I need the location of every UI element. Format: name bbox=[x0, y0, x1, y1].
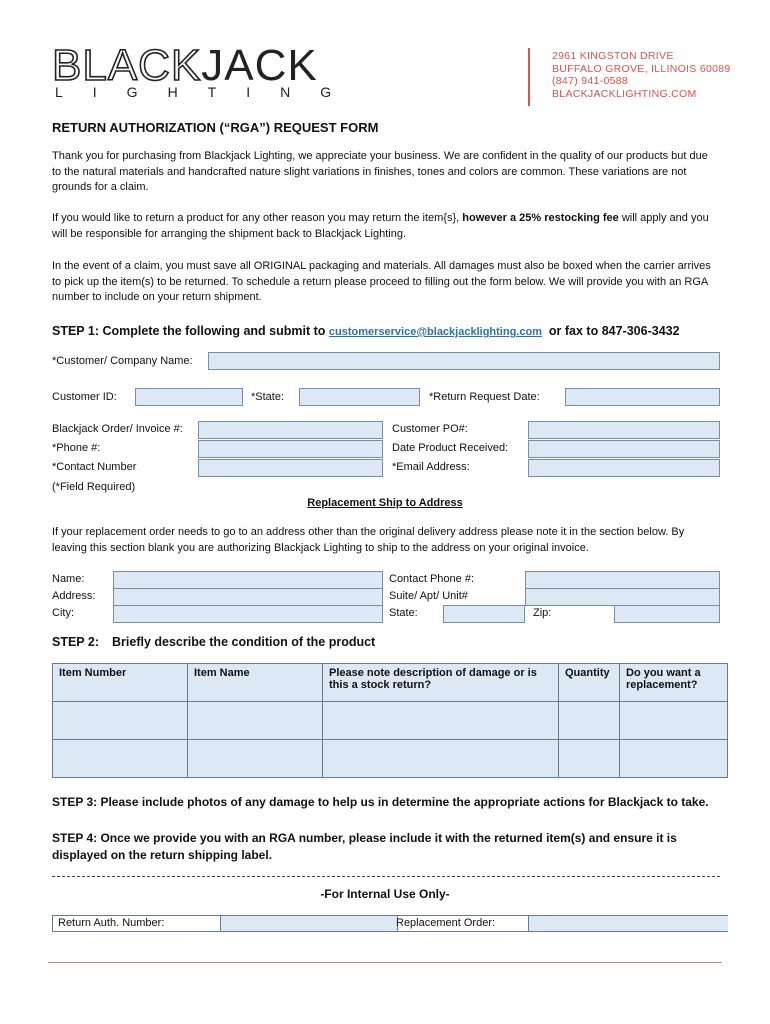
quantity-cell[interactable] bbox=[559, 702, 620, 740]
email-field[interactable] bbox=[528, 459, 720, 477]
form-title: RETURN AUTHORIZATION (“RGA”) REQUEST FORM bbox=[52, 120, 379, 135]
zip-label: Zip: bbox=[533, 607, 552, 619]
replacement-cell[interactable] bbox=[620, 702, 728, 740]
item-number-cell[interactable] bbox=[53, 702, 188, 740]
customer-id-label: Customer ID: bbox=[52, 391, 117, 403]
customer-service-email-link[interactable]: customerservice@blackjacklighting.com bbox=[328, 326, 542, 338]
restocking-text-2: will apply and you will be responsible for arranging the shipment back to Blackjack Lighting. bbox=[52, 212, 709, 240]
contact-phone-label: Contact Phone #: bbox=[389, 573, 475, 585]
address-street: 2961 KINGSTON DRIVE bbox=[552, 50, 674, 62]
cut-line bbox=[52, 876, 720, 877]
phone-label: *Phone #: bbox=[52, 442, 101, 454]
ship-state-field[interactable] bbox=[443, 605, 525, 623]
suite-label: Suite/ Apt/ Unit# bbox=[389, 590, 468, 602]
replacement-heading: Replacement Ship to Address bbox=[307, 497, 463, 509]
replacement-order-label: Replacement Order: bbox=[396, 917, 496, 929]
company-logo bbox=[52, 41, 318, 90]
internal-use-box bbox=[52, 915, 728, 932]
suite-field[interactable] bbox=[525, 588, 720, 606]
step2-label: STEP 2: bbox=[52, 635, 100, 649]
step1-fax: or fax to 847-306-3432 bbox=[548, 324, 680, 338]
customer-id-field[interactable] bbox=[135, 388, 243, 406]
header-divider bbox=[528, 48, 530, 106]
contact-number-label: *Contact Number bbox=[52, 461, 137, 473]
address-city: BUFFALO GROVE, ILLINOIS 60089 bbox=[552, 62, 731, 75]
contact-phone-field[interactable] bbox=[525, 571, 720, 589]
order-invoice-field[interactable] bbox=[198, 421, 383, 439]
restocking-fee-text: however a 25% restocking fee bbox=[462, 212, 619, 224]
company-name-label: *Customer/ Company Name: bbox=[52, 355, 193, 367]
header-quantity: Quantity bbox=[559, 664, 620, 702]
order-invoice-label: Blackjack Order/ Invoice #: bbox=[52, 423, 183, 435]
footer-rule bbox=[48, 962, 722, 963]
header-item-number: Item Number bbox=[53, 664, 188, 702]
item-name-cell[interactable] bbox=[188, 740, 323, 778]
ship-name-field[interactable] bbox=[113, 571, 383, 589]
item-name-cell[interactable] bbox=[188, 702, 323, 740]
restocking-text-1: If you would like to return a product for any other reason you may return the item{s}, bbox=[52, 212, 463, 224]
rga-number-field[interactable] bbox=[220, 916, 398, 931]
date-received-field[interactable] bbox=[528, 440, 720, 458]
ship-address-label: Address: bbox=[52, 590, 96, 602]
header-replacement: Do you want a replacement? bbox=[620, 664, 728, 702]
header-item-name: Item Name bbox=[188, 664, 323, 702]
item-number-cell[interactable] bbox=[53, 740, 188, 778]
company-address bbox=[552, 50, 731, 100]
items-table bbox=[52, 663, 728, 778]
damage-description-cell[interactable] bbox=[323, 702, 559, 740]
zip-field[interactable] bbox=[614, 605, 720, 623]
ship-name-label: Name: bbox=[52, 573, 85, 585]
company-name-field[interactable] bbox=[208, 352, 720, 370]
ship-state-label: State: bbox=[389, 607, 418, 619]
table-row bbox=[53, 740, 728, 778]
return-date-field[interactable] bbox=[565, 388, 720, 406]
step4-text: STEP 4: Once we provide you with an RGA number, please include it with the returned item(s) and ensure it is displayed on the return shipping label. bbox=[52, 831, 677, 862]
step3-text: STEP 3: Please include photos of any damage to help us in determine the appropriate actions for Blackjack to take. bbox=[52, 795, 709, 809]
replacement-note: If your replacement order needs to go to an address other than the original delivery address please note it in the section below. By leaving this section blank you are authorizing Blackjack Lighting to ship to the address on your original invoice. bbox=[52, 526, 685, 554]
ship-address-field[interactable] bbox=[113, 588, 383, 606]
rga-number-label: Return Auth. Number: bbox=[58, 917, 165, 929]
claim-paragraph: In the event of a claim, you must save all ORIGINAL packaging and materials. All damages must also be boxed when the carrier arrives to pick up the item(s) to be returned. To schedule a return please proceed to filling out the form below. We will provide you with an RGA number to include on your return shipment. bbox=[52, 260, 711, 303]
restocking-paragraph bbox=[52, 211, 712, 242]
replacement-order-field[interactable] bbox=[528, 916, 728, 931]
quantity-cell[interactable] bbox=[559, 740, 620, 778]
intro-paragraph: Thank you for purchasing from Blackjack Lighting, we appreciate your business. We are confident in the quality of our products but due to the natural materials and handcrafted nature slight variations in finishes, tones and colors are common. These variations are not grounds for a claim. bbox=[52, 150, 708, 193]
customer-po-field[interactable] bbox=[528, 421, 720, 439]
table-row bbox=[53, 702, 728, 740]
state-label: *State: bbox=[251, 391, 285, 403]
customer-po-label: Customer PO#: bbox=[392, 423, 468, 435]
logo-word-jack: JACK bbox=[201, 41, 318, 90]
replacement-cell[interactable] bbox=[620, 740, 728, 778]
ship-city-label: City: bbox=[52, 607, 74, 619]
logo-word-black: BLACK bbox=[52, 41, 202, 90]
header-damage-description: Please note description of damage or is this a stock return? bbox=[323, 664, 559, 702]
step1-text: STEP 1: Complete the following and submit to bbox=[52, 324, 329, 338]
contact-number-field[interactable] bbox=[198, 459, 383, 477]
date-received-label: Date Product Received: bbox=[392, 442, 509, 454]
ship-city-field[interactable] bbox=[113, 605, 383, 623]
damage-description-cell[interactable] bbox=[323, 740, 559, 778]
step2-text: Briefly describe the condition of the product bbox=[112, 635, 376, 649]
step2-heading bbox=[52, 635, 376, 649]
step1-heading bbox=[52, 324, 680, 338]
required-note: (*Field Required) bbox=[52, 481, 136, 493]
email-label: *Email Address: bbox=[392, 461, 470, 473]
phone-field[interactable] bbox=[198, 440, 383, 458]
address-phone: (847) 941-0588 bbox=[552, 75, 629, 87]
logo-subtitle: LIGHTING bbox=[55, 84, 362, 100]
return-date-label: *Return Request Date: bbox=[429, 391, 540, 403]
internal-use-heading: -For Internal Use Only- bbox=[320, 887, 450, 901]
address-website[interactable]: BLACKJACKLIGHTING.COM bbox=[552, 87, 697, 100]
state-field[interactable] bbox=[299, 388, 420, 406]
